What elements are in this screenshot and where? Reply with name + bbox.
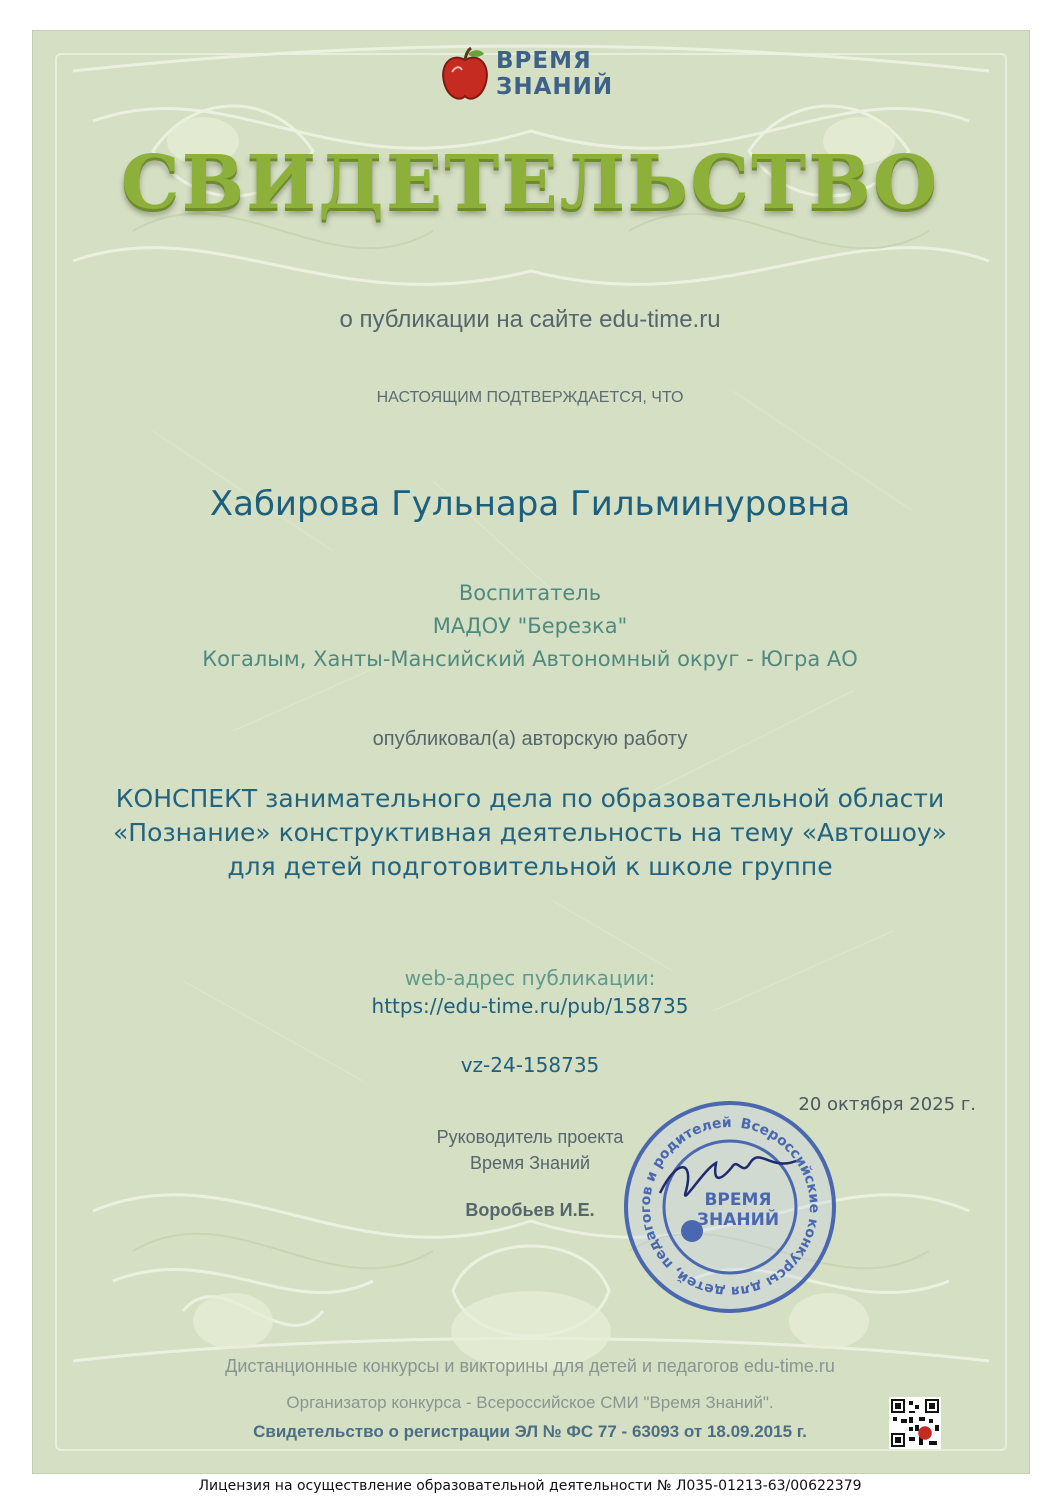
logo-line-2: ЗНАНИЙ (496, 74, 614, 100)
recipient-organization: МАДОУ "Березка" (432, 614, 628, 638)
stamp-seal (620, 1097, 840, 1317)
logo-text (496, 48, 613, 100)
manager-name: Воробьев И.Е. (465, 1200, 595, 1220)
certificate-background (32, 30, 1030, 1474)
web-address-label: web-адрес публикации: (404, 966, 656, 990)
logo-line-1: ВРЕМЯ (496, 48, 592, 74)
work-title: КОНСПЕКТ занимательного дела по образовательной области «Познание» конструктивная деятельность на тему «Автошоу» для детей подготовительной к школе группе (113, 784, 947, 881)
publication-code: vz-24-158735 (460, 1053, 600, 1077)
footer-line-3: Свидетельство о регистрации ЭЛ № ФС 77 - 63093 от 18.09.2015 г. (253, 1422, 807, 1441)
logo (438, 46, 638, 108)
stamp-line-1: ВРЕМЯ (704, 1190, 772, 1210)
ornament-decoration (33, 31, 1029, 1473)
apple-icon (918, 1426, 932, 1440)
subtitle: о публикации на сайте edu-time.ru (339, 306, 721, 333)
manager-title: Руководитель проекта (436, 1127, 624, 1147)
stamp-ring-text: Всероссийские конкурсы для детей, педагогов и родителей (637, 1114, 823, 1300)
web-address-link[interactable]: https://edu-time.ru/pub/158735 (371, 994, 689, 1018)
recipient-location: Когалым, Ханты-Мансийский Автономный округ - Югра АО (202, 647, 858, 671)
footer-line-1: Дистанционные конкурсы и викторины для детей и педагогов edu-time.ru (225, 1356, 835, 1376)
recipient-details (0, 577, 1060, 676)
license-text: Лицензия на осуществление образовательной деятельности № Л035-01213-63/00622379 (198, 1478, 862, 1494)
confirmation-text: НАСТОЯЩИМ ПОДТВЕРЖДАЕТСЯ, ЧТО (376, 389, 684, 406)
published-text: опубликовал(а) авторскую работу (372, 728, 688, 750)
issue-date: 20 октября 2025 г. (798, 1094, 976, 1115)
qr-code-icon[interactable] (889, 1397, 941, 1449)
stamp-line-2: ЗНАНИЙ (696, 1210, 780, 1230)
apple-icon (438, 46, 492, 104)
certificate-title: СВИДЕТЕЛЬСТВО (120, 140, 940, 226)
recipient-name: Хабирова Гульнара Гильминуровна (209, 484, 851, 524)
footer-line-2: Организатор конкурса - Всероссийское СМИ "Время Знаний". (286, 1393, 774, 1412)
manager-project: Время Знаний (469, 1153, 591, 1173)
recipient-position: Воспитатель (458, 581, 602, 605)
